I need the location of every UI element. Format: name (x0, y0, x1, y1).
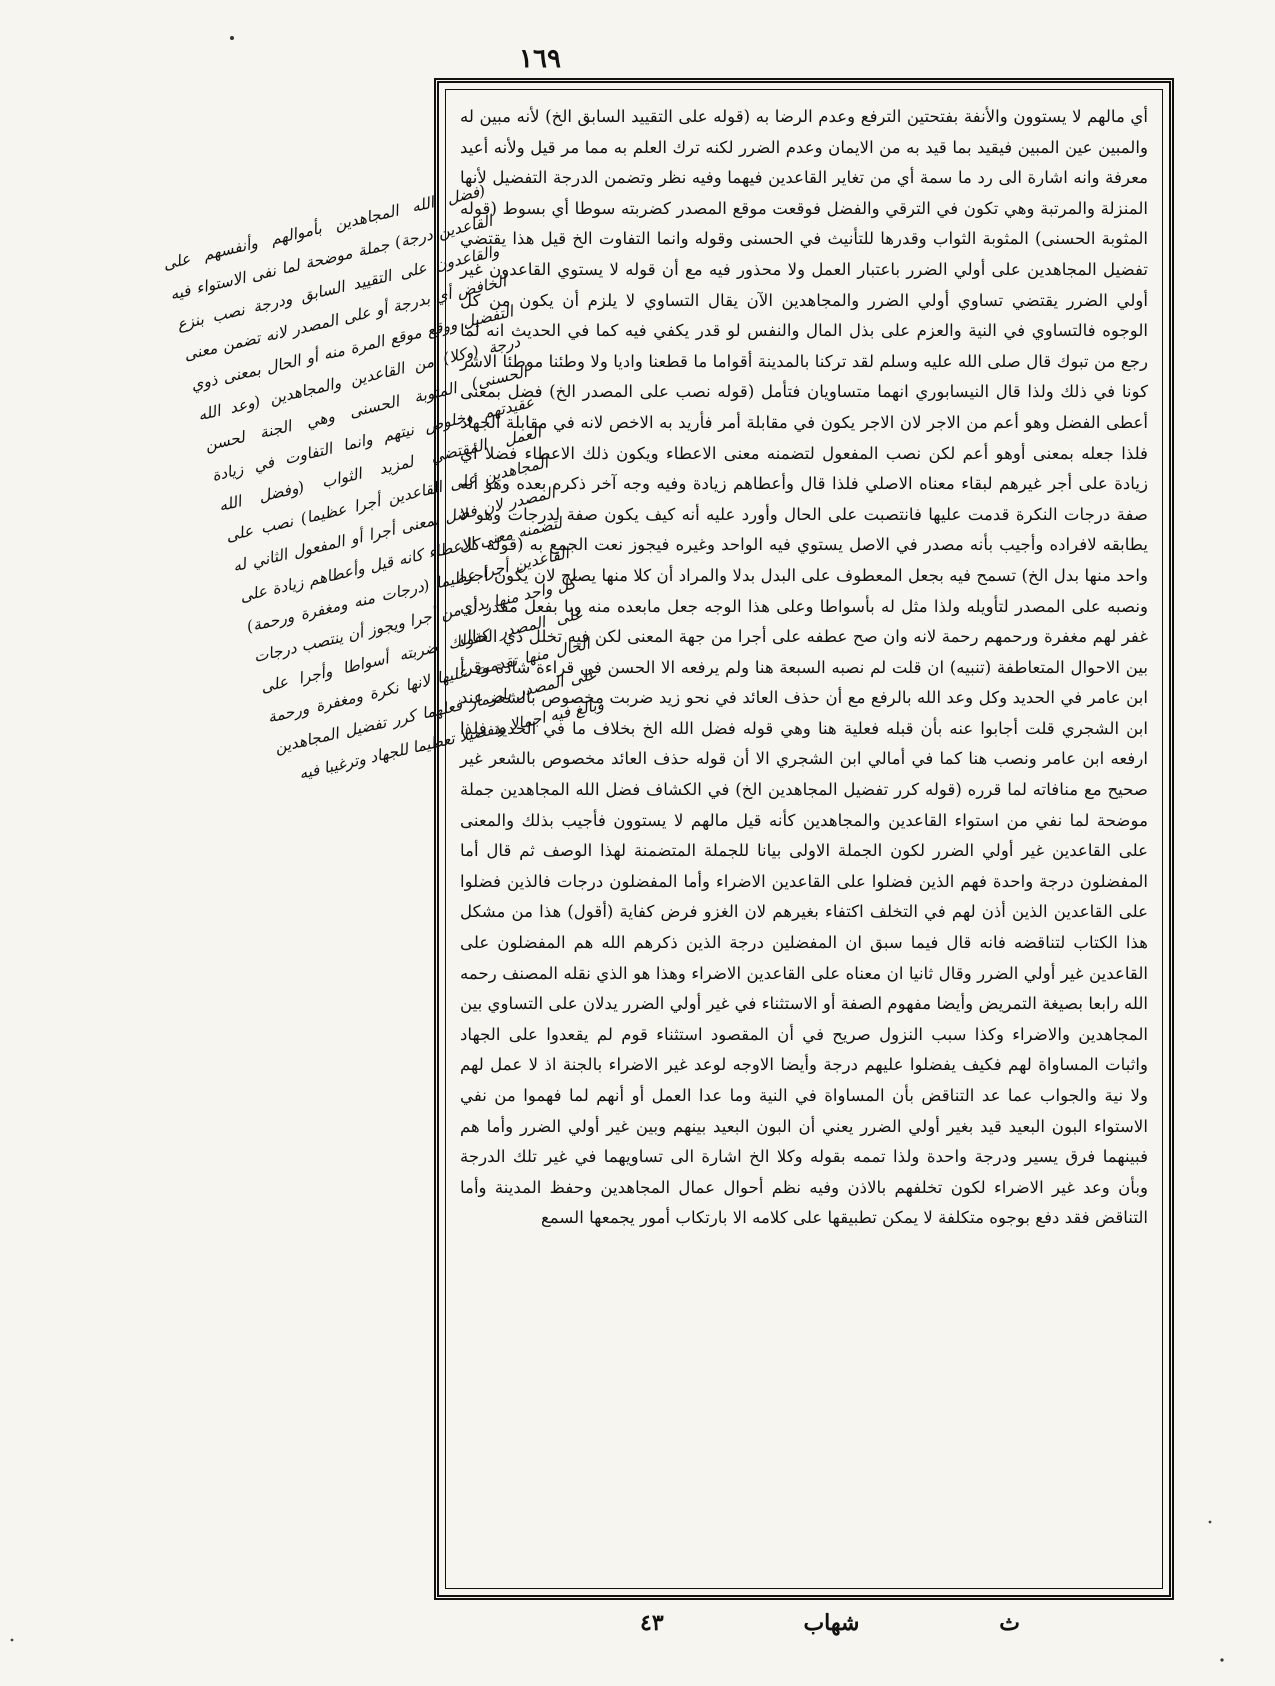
page-number: ١٦٩ (519, 44, 561, 74)
main-text-paragraph: أي مالهم لا يستوون والأنفة بفتحتين الترفع وعدم الرضا به (قوله على التقييد السابق الخ) لأنه مبين له والمبين عين المبين فيقيد بما قيد به من الايمان وعدم الضرر لكنه ترك العلم به مما مر قيل ولأنه أعيد معرفة وانه اشارة الى رد ما سمة أي من تغاير القاعدين فيهما وفيه نظر وتضمن الدرجة التفضيل لأنها المنزلة والمرتبة وهي تكون في الترقي والفضل فوقعت موقع المصدر كضربته سوطا أي بسوط (قوله المثوبة الحسنى) المثوبة الثواب وقدرها للتأنيث في الحسنى وقوله وانما التفاوت الخ قيل هذا يقتضي تفضيل المجاهدين على أولي الضرر باعتبار العمل ولا محذور فيه مع أن قوله لا يستوي القاعدون غير أولي الضرر يقتضي تساوي أولي الضرر والمجاهدين الآن يقال التساوي لا يلزم أن يكون من كل الوجوه فالتساوي في النية والعزم على بذل المال والنفس لو قدر يكفي فيه كما في الحديث انه لما رجع من تبوك قال صلى الله عليه وسلم لقد تركنا بالمدينة أقواما ما قطعنا واديا ولا وطئنا موطئا الاشر كونا في ذلك ولذا قال النيسابوري انهما متساويان فتأمل (قوله نصب على المصدر الخ) فضل بمعنى أعطى الفضل وهو أعم من الاجر لان الاجر يكون في مقابلة أمر فأريد به الاخص لانه في مقابلة الجهاد فلذا جعله بمعنى أوهو أعم لكن نصب المفعول لتضمنه معنى الاعطاء ويكون ذلك الاعطاء فضلا أي زيادة على أجر غيرهم لبقاء معناه الاصلي فلذا قال وأعطاهم زيادة وفيه وجه آخر ذكره بعده وهو أنه صفة درجات النكرة قدمت عليها فانتصبت على الحال وأورد عليه أنه كيف يكون صفة لدرجات وهو لا يطابقه لافراده وأجيب بأنه مصدر في الاصل يستوي فيه الواحد وغيره فيجوز نعت الجمع به (قوله كل واحد منها بدل الخ) تسمح فيه بجعل المعطوف على البدل بدلا والمراد أن كلا منها يصلح لان يكون أجرا ونصبه على المصدر لتأويله ولذا مثل له بأسواطا وعلى هذا الوجه جعل مابعده منه وبا بفعل مقدر أي غفر لهم مغفرة ورحمهم رحمة لانه وان صح عطفه على أجرا من جهة المعنى لكن فيه تخلل ذي الحال بين الاحوال المتعاطفة (تنبيه) ان قلت لم نصبه السبعة هنا ولم يرفعه الا الحسن في قراءة شاذة وقرأ ابن عامر في الحديد وكل وعد الله بالرفع مع أن حذف العائد في نحو زيد ضربت مخصوص بالشعر عند ابن الشجري قلت أجابوا عنه بأن قبله فعلية هنا وهي قوله فضل الله الخ بخلاف ما في الحديد فلذا ارفعه ابن عامر ونصب هنا كما في أمالي ابن الشجري الا أن قوله حذف العائد مخصوص بالشعر غير صحيح مع منافاته لما قرره (قوله كرر تفضيل المجاهدين الخ) في الكشاف فضل الله المجاهدين جملة موضحة لما نفي من استواء القاعدين والمجاهدين كأنه قيل مالهم لا يستوون فأجيب بذلك والمعنى على القاعدين غير أولي الضرر لكون الجملة الاولى بيانا للجملة المتضمنة لهذا الوصف ثم قال أما المفضلون درجة واحدة فهم الذين فضلوا على القاعدين الاضراء وأما المفضلون درجات فالذين فضلوا على القاعدين الذين أذن لهم في التخلف اكتفاء بغيرهم لان الغزو فرض كفاية (أقول) هذا من مشكل هذا الكتاب لتناقضه فانه قال فيما سبق ان المفضلين درجة الذين ذكرهم الله هم المفضلون على القاعدين غير أولي الضرر وقال ثانيا ان معناه على القاعدين الاضراء وهذا هو الذي نقله المصنف رحمه الله رابعا بصيغة التمريض وأيضا مفهوم الصفة أو الاستثناء في غير أولي الضرر يدلان على التساوي بين المجاهدين والاضراء وكذا سبب النزول صريح في أن المقصود استثناء قوم لم يقعدوا على الجهاد واثبات المساواة لهم فكيف يفضلوا عليهم درجة وأيضا الاوجه لوعد غير الاضراء بالجنة اذ لا عمل لهم ولا نية والجواب عما عد التناقض بأن المساواة في النية وما عدا العمل أو أنهم لما فهموا من نفي الاستواء البون البعيد قيد بغير أولي الضرر يعني أن البون البعيد بينهم وبين غير أولي الضرر وأما هم فبينهما فرق يسير ودرجة واحدة ولذا تممه بقوله وكلا الخ اشارة الى تساويهما في غير تلك الدرجة وبأن وعد غير الاضراء لكون تخلفهم بالاذن وفيه نظم أحوال عمال المجاهدين وحفظ المدينة وأما التناقض فقد دفع بوجوه متكلفة لا يمكن تطبيقها على كلامه الا بارتكاب أمور يجمعها السمع (460, 107, 1148, 1228)
page-footer (640, 1610, 1020, 1636)
footer-page-index: ٤٣ (640, 1610, 664, 1636)
main-text-inner-border (445, 89, 1163, 1589)
main-text-frame (434, 78, 1174, 1600)
footer-volume: ث (999, 1610, 1020, 1636)
margin-commentary-text: (فضل الله المجاهدين بأموالهم وأنفسهم على القاعدين درجة) جملة موضحة لما نفى الاستواء فيه والقاعدون على التقييد السابق ودرجة نصب بنزع الخافض أي بدرجة أو على المصدر لانه تضمن معنى التفضيل ووقع موقع المرة منه أو الحال بمعنى ذوي درجة (وكلا) من القاعدين والمجاهدين (وعد الله الحسنى) المثوبة الحسنى وهي الجنة لحسن عقيدتهم وخلوص نيتهم وانما التفاوت في زيادة العمل المقتضي لمزيد الثواب (وفضل الله المجاهدين على القاعدين أجرا عظيما) نصب على المصدر لان فضل بمعنى أجرا أو المفعول الثاني له لتضمنه معنى الاعطاء كانه قيل وأعطاهم زيادة على القاعدين أجرا عظيما (درجات منه ومغفرة ورحمة) كل واحد منها بدل من أجرا ويجوز أن ينتصب درجات على المصدر كقولك ضربته أسواطا وأجرا على الحال منها تقدمت عليها لانها نكرة ومغفرة ورحمة على المصدر باضمار فعلهما كرر تفضيل المجاهدين وبالغ فيه اجمالا وتفصيلا تعظيما للجهاد وترغيبا فيه (161, 181, 606, 783)
main-text-body (460, 102, 1148, 1234)
footer-title: شهاب (803, 1610, 860, 1636)
